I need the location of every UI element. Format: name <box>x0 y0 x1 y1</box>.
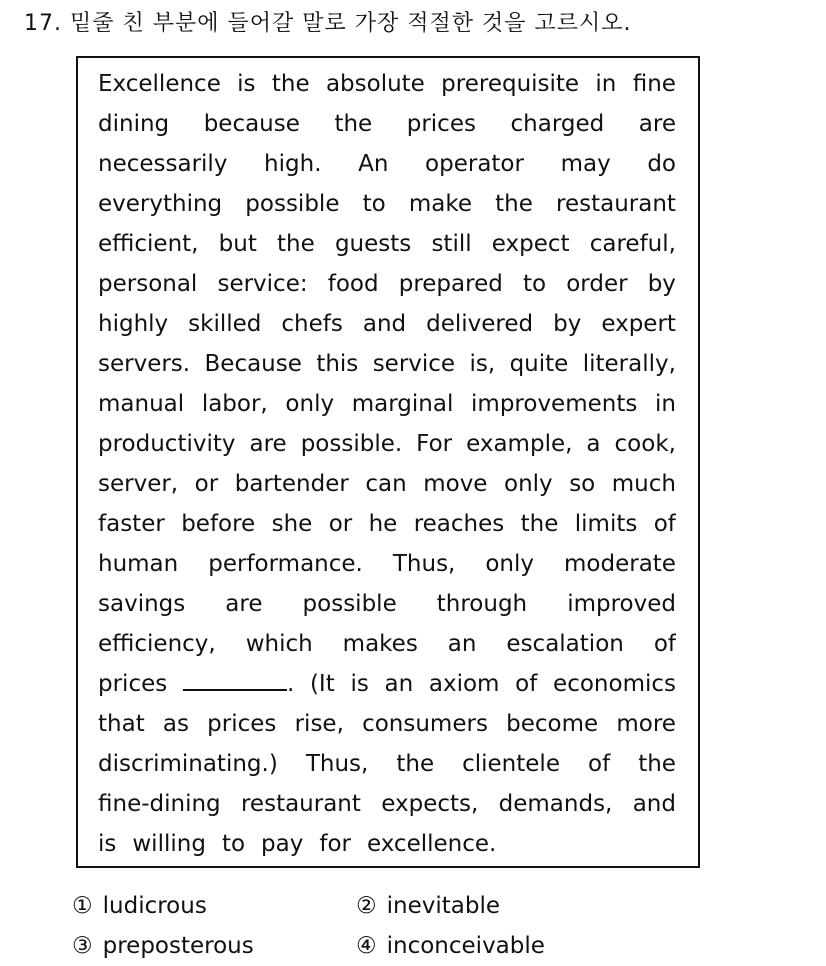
passage-word: may <box>560 151 611 177</box>
passage-word: only <box>504 471 553 497</box>
passage-word: willing <box>132 831 206 857</box>
passage-word: necessarily <box>98 151 228 177</box>
passage-word: servers. <box>98 351 191 377</box>
passage-word: axiom <box>428 671 500 697</box>
option-number: ④ <box>356 933 377 959</box>
passage-word: skilled <box>188 311 262 337</box>
passage-word: Thus, <box>392 551 456 577</box>
passage-word: improvements <box>471 391 638 417</box>
blank-with-period <box>183 664 294 704</box>
passage-line <box>98 304 676 344</box>
passage-line <box>98 384 676 424</box>
passage-word: by <box>647 271 676 297</box>
passage-word: chefs <box>281 311 343 337</box>
passage-word: efficiency, <box>98 631 216 657</box>
passage-word: possible. <box>300 431 403 457</box>
passage-word: an <box>447 631 477 657</box>
passage-word: to <box>522 271 547 297</box>
passage-line <box>98 664 676 704</box>
passage-word: of <box>653 511 676 537</box>
passage-word: make <box>408 191 472 217</box>
passage-word: personal <box>98 271 198 297</box>
answer-option-4[interactable] <box>356 926 545 966</box>
passage-line <box>98 824 676 864</box>
passage-word: demands, <box>498 791 613 817</box>
passage-word: labor, <box>201 391 268 417</box>
passage-word: marginal <box>351 391 454 417</box>
passage-word: food <box>327 271 379 297</box>
passage-word: high. <box>264 151 322 177</box>
passage-word: of <box>588 751 611 777</box>
passage-word: the <box>334 111 373 137</box>
passage-word: consumers <box>362 711 488 737</box>
passage-word: is, <box>469 351 496 377</box>
passage-word: more <box>616 711 676 737</box>
passage-word: much <box>611 471 676 497</box>
passage-word: prices <box>406 111 476 137</box>
passage-word: rise, <box>294 711 344 737</box>
passage-word: and <box>632 791 676 817</box>
passage-line <box>98 424 676 464</box>
passage-word: is <box>237 71 256 97</box>
passage-word: are <box>249 431 287 457</box>
passage-line <box>98 584 676 624</box>
answer-option-2[interactable] <box>356 886 500 926</box>
passage-word: as <box>162 711 189 737</box>
question-title: 17. 밑줄 친 부분에 들어갈 말로 가장 적절한 것을 고르시오. <box>24 11 632 36</box>
passage-word: performance. <box>208 551 363 577</box>
passage-word: service: <box>217 271 308 297</box>
option-text: preposterous <box>102 933 254 959</box>
passage-word: only <box>285 391 335 417</box>
passage-word: reaches <box>413 511 505 537</box>
passage-word: escalation <box>506 631 624 657</box>
passage-word: the <box>271 71 310 97</box>
passage-word: bartender <box>234 471 349 497</box>
passage-word: an <box>384 671 414 697</box>
passage-word: to <box>362 191 386 217</box>
passage-word: prices <box>98 671 168 697</box>
passage-word: the <box>495 191 533 217</box>
passage-line <box>98 704 676 744</box>
passage-word: or <box>328 511 353 537</box>
passage-line <box>98 464 676 504</box>
passage-word: to <box>221 831 246 857</box>
passage-word: operator <box>425 151 524 177</box>
passage-word: but <box>218 231 257 257</box>
passage-word: excellence. <box>366 831 497 857</box>
passage-word: makes <box>342 631 418 657</box>
passage-word: economics <box>553 671 676 697</box>
passage-word: the <box>396 751 435 777</box>
passage-line <box>98 144 676 184</box>
passage-word: order <box>566 271 628 297</box>
passage-word: careful, <box>589 231 676 257</box>
passage-word: or <box>194 471 219 497</box>
passage-word: are <box>225 591 263 617</box>
passage-word: do <box>647 151 676 177</box>
passage-word: guests <box>334 231 412 257</box>
passage-word: An <box>358 151 389 177</box>
passage-word: before <box>181 511 256 537</box>
passage-word: literally, <box>582 351 676 377</box>
passage-word: absolute <box>325 71 425 97</box>
passage-word: clientele <box>462 751 560 777</box>
passage-word: highly <box>98 311 169 337</box>
passage-line <box>98 504 676 544</box>
passage-word: by <box>553 311 582 337</box>
passage-word: become <box>506 711 599 737</box>
passage-word: Because <box>204 351 302 377</box>
passage-word: through <box>436 591 528 617</box>
passage-word: because <box>203 111 300 137</box>
passage-word: restaurant <box>556 191 676 217</box>
passage-word: which <box>245 631 313 657</box>
passage-word: is <box>350 671 369 697</box>
passage-word: are <box>638 111 676 137</box>
passage-word: . <box>286 671 295 697</box>
passage-word: can <box>365 471 407 497</box>
passage-line <box>98 64 676 104</box>
option-number: ③ <box>72 933 93 959</box>
passage-word: still <box>431 231 472 257</box>
passage-line <box>98 104 676 144</box>
passage-word: fine <box>632 71 676 97</box>
passage-word: faster <box>98 511 165 537</box>
passage-word: and <box>362 311 407 337</box>
passage-word: example, <box>466 431 573 457</box>
passage-word: charged <box>510 111 605 137</box>
passage-word: the <box>277 231 315 257</box>
passage-word: a <box>586 431 601 457</box>
passage-line <box>98 744 676 784</box>
passage-word: expect <box>491 231 570 257</box>
passage-word: the <box>520 511 559 537</box>
passage-word: delivered <box>426 311 534 337</box>
passage-line <box>98 264 676 304</box>
passage-word: service <box>372 351 456 377</box>
passage-word: productivity <box>98 431 236 457</box>
option-text: inconceivable <box>386 933 545 959</box>
passage-word: so <box>569 471 596 497</box>
answer-option-3[interactable] <box>72 926 254 966</box>
passage-line <box>98 224 676 264</box>
passage-word: possible <box>302 591 397 617</box>
passage-word: is <box>98 831 117 857</box>
passage-word: pay <box>261 831 304 857</box>
passage-word: For <box>416 431 453 457</box>
passage-word: she <box>271 511 313 537</box>
passage-word: for <box>319 831 351 857</box>
answer-option-1[interactable] <box>72 886 207 926</box>
passage-word: savings <box>98 591 186 617</box>
passage-word: in <box>595 71 617 97</box>
passage-word: cook, <box>614 431 676 457</box>
option-text: inevitable <box>386 893 500 919</box>
passage-line <box>98 344 676 384</box>
passage-word: only <box>485 551 535 577</box>
passage-word: of <box>515 671 538 697</box>
option-number: ① <box>72 893 93 919</box>
passage-word: dining <box>98 111 170 137</box>
passage-word: that <box>98 711 145 737</box>
passage-word: limits <box>574 511 638 537</box>
passage-word: improved <box>567 591 676 617</box>
passage-line <box>98 784 676 824</box>
passage-word: Excellence <box>98 71 221 97</box>
passage-line <box>98 624 676 664</box>
passage-word: everything <box>98 191 223 217</box>
passage-word: fine-dining <box>98 791 221 817</box>
passage-word: moderate <box>564 551 676 577</box>
passage-word: restaurant <box>240 791 361 817</box>
passage-word: possible <box>245 191 340 217</box>
passage-word: prices <box>207 711 277 737</box>
passage-word: discriminating.) <box>98 751 278 777</box>
answer-blank <box>183 667 287 691</box>
passage-word: efficient, <box>98 231 199 257</box>
passage-word: prerequisite <box>441 71 580 97</box>
passage-word: (It <box>309 671 335 697</box>
option-number: ② <box>356 893 377 919</box>
passage-word: prepared <box>398 271 503 297</box>
passage-word: this <box>316 351 359 377</box>
passage-word: he <box>368 511 398 537</box>
passage-word: manual <box>98 391 185 417</box>
passage-word: expert <box>601 311 676 337</box>
passage-word: the <box>638 751 676 777</box>
passage-line <box>98 544 676 584</box>
passage-word: human <box>98 551 179 577</box>
passage-word: server, <box>98 471 179 497</box>
option-text: ludicrous <box>102 893 207 919</box>
passage-word: expects, <box>381 791 479 817</box>
passage-word: in <box>655 391 676 417</box>
passage-word: quite <box>509 351 569 377</box>
passage-line <box>98 184 676 224</box>
passage-word: of <box>653 631 676 657</box>
passage-word: Thus, <box>305 751 369 777</box>
passage-word: move <box>423 471 488 497</box>
passage-box <box>76 56 700 868</box>
